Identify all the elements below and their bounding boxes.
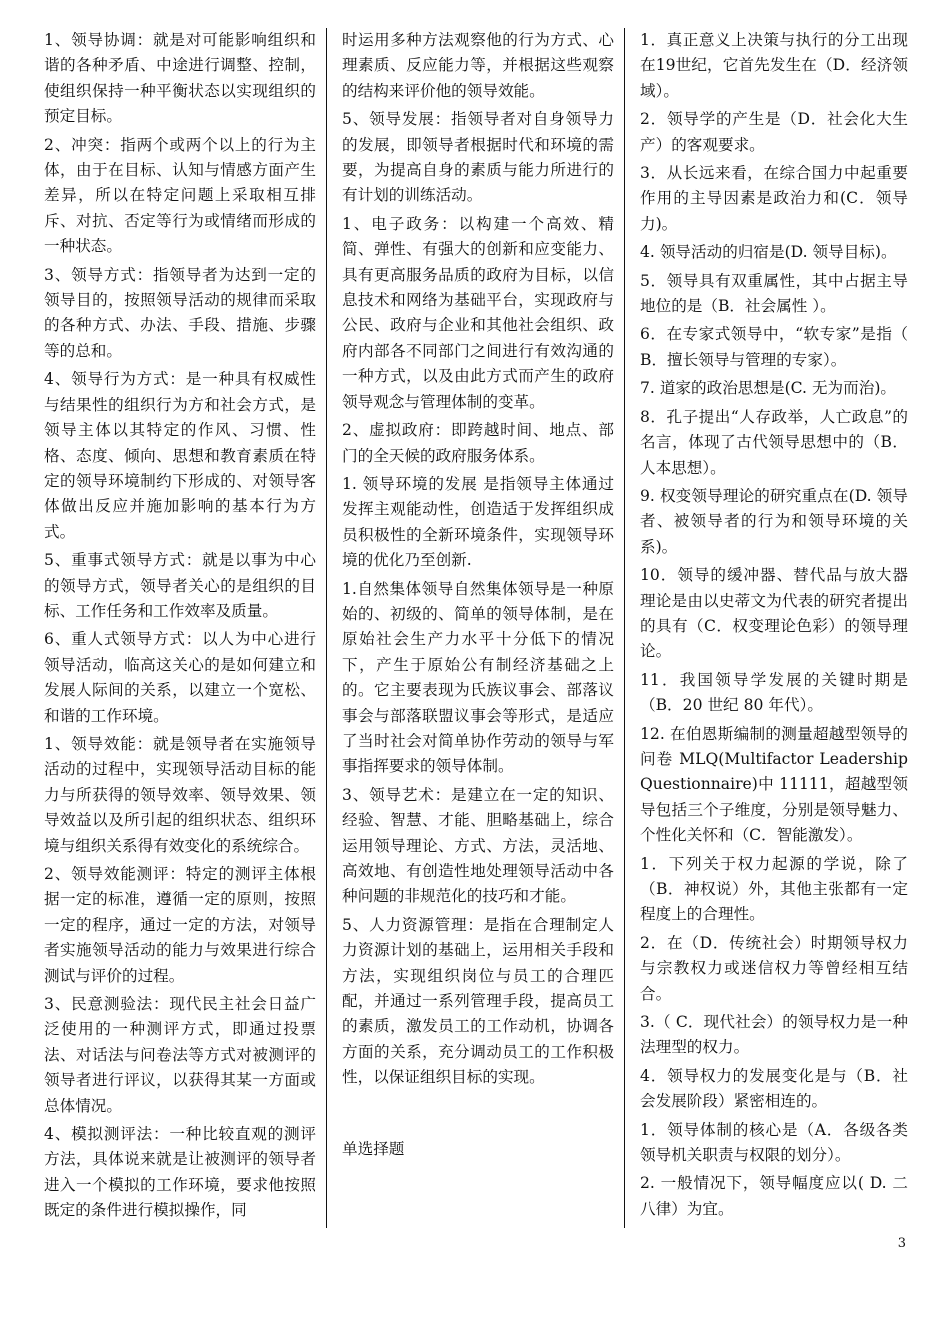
paragraph: 1、领导效能：就是领导者在实施领导活动的过程中，实现领导活动目标的能力与所获得的领导效率、领导效果、领导效益以及所引起的组织状态、组织环境与组织关系得有效变化的系统综合。	[44, 734, 316, 855]
question-item	[640, 1225, 908, 1228]
paragraph: 时运用多种方法观察他的行为方式、心理素质、反应能力等，并根据这些观察的结构来评价他的领导效能。	[342, 31, 614, 100]
question-item: 3.（ C．现代社会）的领导权力是一种法理型的权力。	[640, 1013, 908, 1057]
question-item: 2．领导学的产生是（D．社会化大生产）的客观要求。	[640, 110, 908, 154]
section-heading: 单选择题	[342, 1139, 405, 1158]
paragraph: 2、虚拟政府：即跨越时间、地点、部门的全天候的政府服务体系。	[342, 421, 614, 465]
paragraph: 5、人力资源管理：是指在合理制定人力资源计划的基础上，运用相关手段和方法，实现组织岗位与员工的合理匹配，并通过一系列管理手段，提高员工的素质，激发员工的工作动机，协调各方面的关系，充分调动员工的工作积极性，以保证组织目标的实现。	[342, 915, 614, 1087]
question-item: 1．真正意义上决策与执行的分工出现在19世纪，它首先发生在（D．经济领域）。	[640, 31, 908, 100]
paragraph: 1.自然集体领导自然集体领导是一种原始的、初级的、简单的领导体制，是在原始社会生产力水平十分低下的情况下，产生于原始公有制经济基础之上的。它主要表现为氏族议事会、部落议事会与部落联盟议事会等形式，是适应了当时社会对简单协作劳动的领导与军事指挥要求的领导体制。	[342, 579, 614, 776]
question-item: 3．从长远来看，在综合国力中起重要作用的主导因素是政治力和(C．领导力)。	[640, 164, 908, 233]
question-item: 2．在（D．传统社会）时期领导权力与宗教权力或迷信权力等曾经相互结合。	[640, 933, 908, 1003]
page-number: 3	[897, 1236, 906, 1251]
question-item: 8．孔子提出“人存政举，人亡政息”的名言，体现了古代领导思想中的（B．人本思想）。	[640, 407, 908, 477]
paragraph: 2、冲突：指两个或两个以上的行为主体，由于在目标、认知与情感方面产生差异，所以在特定问题上采取相互排斥、对抗、否定等行为或情绪而形成的一种状态。	[44, 135, 316, 256]
question-item: 1．领导体制的核心是（A．各级各类领导机关职责与权限的划分）。	[640, 1120, 908, 1165]
question-item: 4. 领导活动的归宿是(D. 领导目标)。	[640, 243, 897, 262]
paragraph: 6、重人式领导方式：以人为中心进行领导活动，临高这关心的是如何建立和发展人际间的关系，以建立一个宽松、和谐的工作环境。	[44, 630, 316, 725]
column-divider	[624, 28, 625, 1228]
question-item: 1．下列关于权力起源的学说，除了（B．神权说）外，其他主张都有一定程度上的合理性。	[640, 854, 908, 924]
paragraph: 3、领导艺术：是建立在一定的知识、经验、智慧、才能、胆略基础上，综合运用领导理论、方式、方法，灵活地、高效地、有创造性地处理领导活动中各种问题的非规范化的技巧和才能。	[342, 785, 614, 906]
paragraph: 2、领导效能测评：特定的测评主体根据一定的标准，遵循一定的原则，按照一定的程序，通过一定的方法，对领导者实施领导活动的能力与效果进行综合测试与评价的过程。	[44, 865, 316, 985]
question-item: 2. 一般情况下，领导幅度应以( D. 二八律）为宜。	[640, 1174, 908, 1218]
column-1	[44, 28, 316, 1228]
paragraph: 5、领导发展：指领导者对自身领导力的发展，即领导者根据时代和环境的需要，为提高自身的素质与能力所进行的有计划的训练活动。	[342, 110, 614, 205]
paragraph: 4、领导行为方式：是一种具有权威性与结果性的组织行为方和社会方式，是领导主体以其特定的作风、习惯、性格、态度、倾向、思想和教育素质在特定的领导环境制约下形成的、对领导客体做出反应并施加影响的基本行为方式。	[44, 370, 316, 541]
question-item: 9. 权变领导理论的研究重点在(D. 领导者、被领导者的行为和领导环境的关系)。	[640, 486, 908, 556]
question-item: 4．领导权力的发展变化是与（B．社会发展阶段）紧密相连的。	[640, 1066, 908, 1111]
paragraph: 3、民意测验法：现代民主社会日益广泛使用的一种测评方式，即通过投票法、对话法与问卷法等方式对被测评的领导者进行评议，以获得其某一方面或总体情况。	[44, 995, 316, 1115]
paragraph: 3、领导方式：指领导者为达到一定的领导目的，按照领导活动的规律而采取的各种方式、办法、手段、措施、步骤等的总和。	[44, 265, 316, 360]
column-2	[342, 28, 614, 1228]
column-divider	[326, 28, 327, 1228]
paragraph: 4、模拟测评法：一种比较直观的测评方法，具体说来就是让被测评的领导者进入一个模拟的工作环境，要求他按照既定的条件进行模拟操作，同	[44, 1125, 316, 1220]
column-3	[640, 28, 908, 1228]
paragraph: 1. 领导环境的发展 是指领导主体通过发挥主观能动性，创造适于发挥组织成员积极性的全新环境条件，实现领导环境的优化乃至创新.	[342, 474, 614, 570]
paragraph: 1、电子政务：以构建一个高效、精简、弹性、有强大的创新和应变能力、具有更高服务品质的政府为目标，以信息技术和网络为基础平台，实现政府与公民、政府与企业和其他社会组织、政府内部各不同部门之间进行有效沟通的一种方式，以及由此方式而产生的政府领导观念与管理体制的变革。	[342, 214, 614, 411]
paragraph: 5、重事式领导方式：就是以事为中心的领导方式，领导者关心的是组织的目标、工作任务和工作效率及质量。	[44, 551, 316, 620]
question-item: 11．我国领导学发展的关键时期是（B．20 世纪 80 年代）。	[640, 670, 908, 715]
question-item: 5．领导具有双重属性，其中占据主导地位的是（B．社会属性 ）。	[640, 271, 908, 316]
question-item: 6．在专家式领导中，“软专家”是指（ B．擅长领导与管理的专家）。	[640, 325, 908, 369]
question-item: 10．领导的缓冲器、替代品与放大器理论是由以史蒂文为代表的研究者提出的具有（C．权变理论色彩）的领导理论。	[640, 566, 908, 661]
question-item: 7. 道家的政治思想是(C. 无为而治)。	[640, 379, 897, 398]
paragraph: 1、领导协调：就是对可能影响组织和谐的各种矛盾、中途进行调整、控制，使组织保持一种平衡状态以实现组织的预定目标。	[44, 31, 316, 126]
question-item: 12. 在伯恩斯编制的测量超越型领导的问卷 MLQ(Multifactor Leadership Questionnaire)中 11111，超越型领导包括三个子维度，分别是领导魅力、个性化关怀和（C．智能激发）。	[640, 724, 908, 845]
